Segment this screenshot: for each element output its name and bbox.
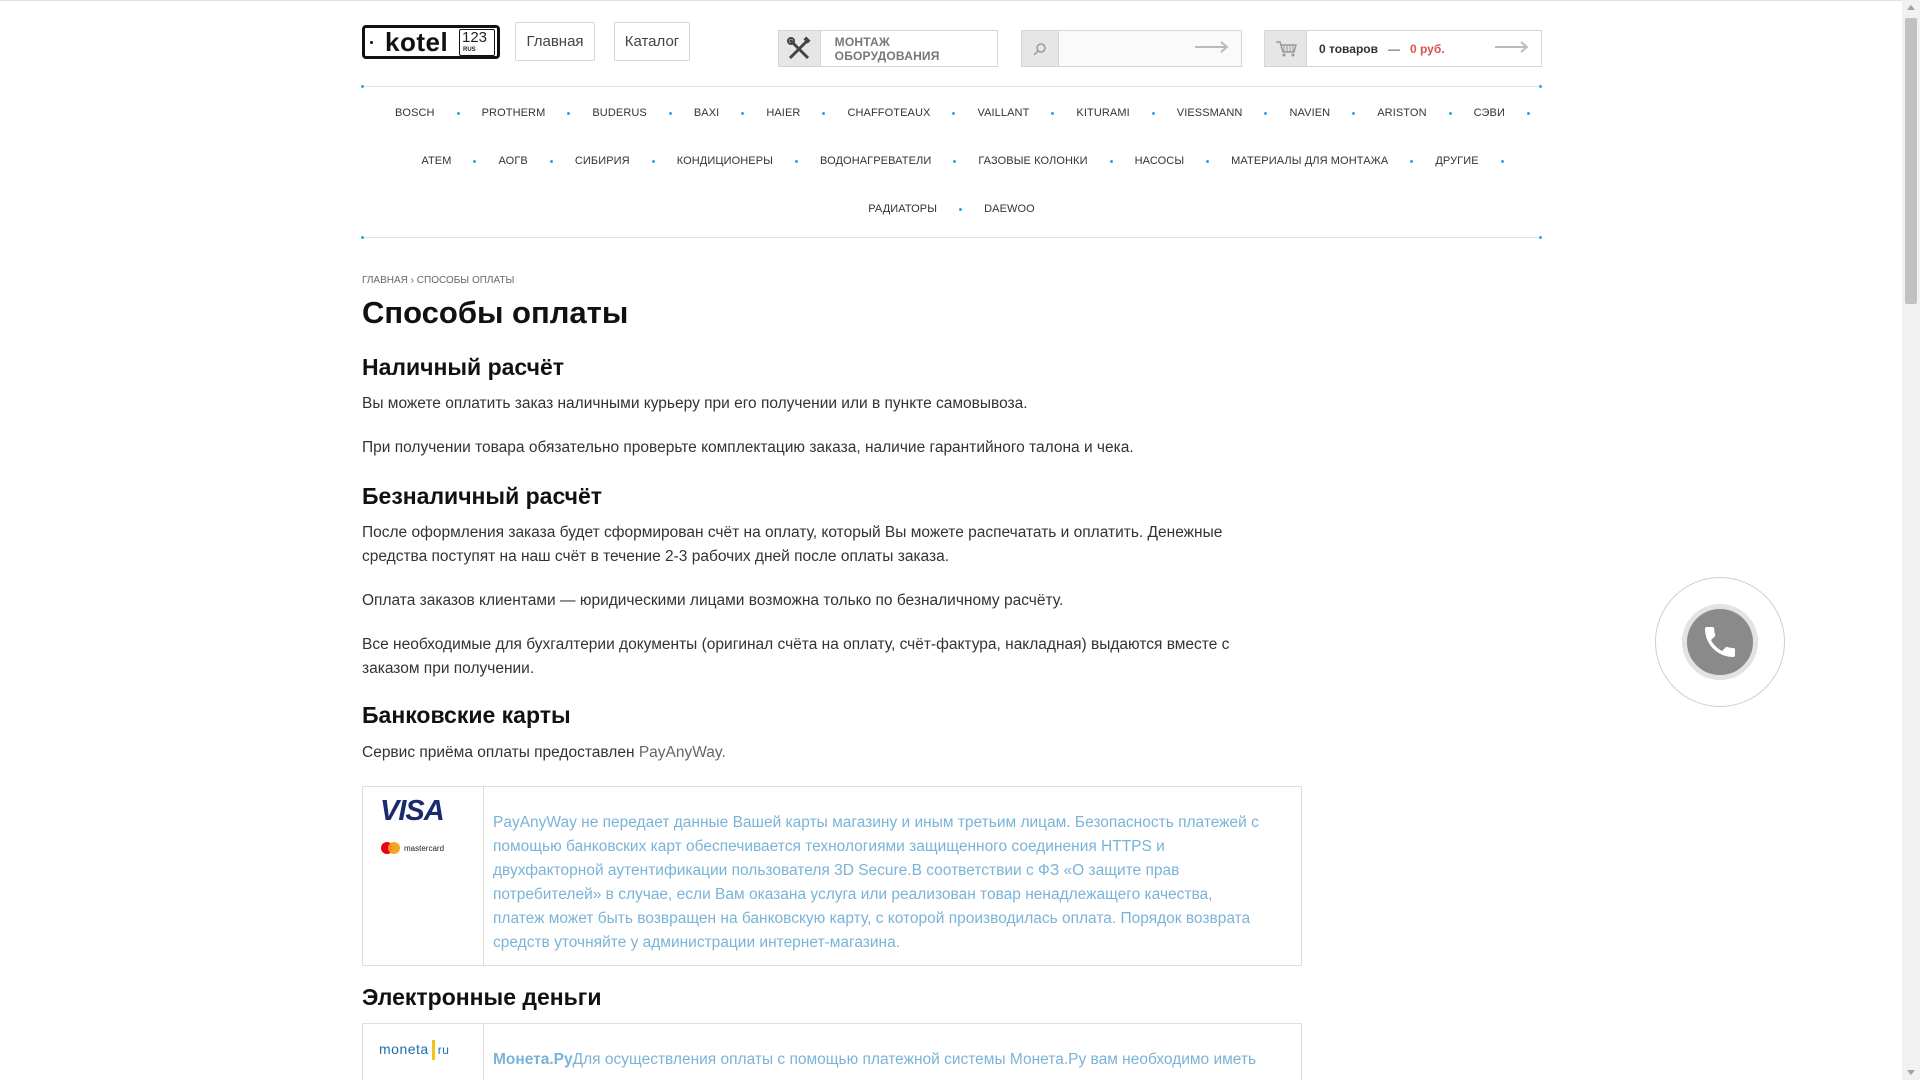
cash-paragraph-2: При получении товара обязательно проверьте комплектацию заказа, наличие гарантийного талона и чека. [362,439,1134,456]
cashless-heading: Безналичный расчёт [362,483,603,509]
brand-link[interactable]: СЭВИ [1473,107,1505,119]
logo-dot [370,41,373,44]
brand-link[interactable]: PROTHERM [481,107,546,119]
breadcrumb-home[interactable]: ГЛАВНАЯ [362,275,408,286]
nav-corner-dot [361,85,364,88]
brand-link[interactable]: ВОДОНАГРЕВАТЕЛИ [820,155,932,167]
home-button[interactable]: Главная [515,22,595,61]
cash-heading: Наличный расчёт [362,354,565,380]
cart-box[interactable] [1264,30,1542,67]
brand-link[interactable]: МАТЕРИАЛЫ ДЛЯ МОНТАЖА [1231,155,1389,167]
brand-link[interactable]: BAXI [693,107,720,119]
brand-link[interactable]: BOSCH [394,107,435,119]
brand-link[interactable]: HAIER [766,107,801,119]
brand-menu-row-1 [362,107,1541,119]
payanyway-link[interactable]: PayAnyWay. [638,744,726,761]
catalog-button[interactable]: Каталог [614,22,690,61]
brand-link[interactable]: DAEWOO [984,203,1035,215]
callback-inner [1682,604,1758,680]
card-payment-line: помощью банковских карт обеспечивается технологиями защищенного соединения HTTPS и [493,838,1165,855]
moneta-logo-bar [432,1040,435,1060]
cards-intro [362,741,1302,765]
brand-separator-dot [1501,160,1504,163]
cash-paragraph-1: Вы можете оплатить заказ наличными курьеру при его получении или в пункте самовывоза. [362,395,1028,412]
brand-link[interactable]: VAILLANT [977,107,1030,119]
emoney-payment-box [362,1023,1302,1080]
emoney-section [362,984,1302,1011]
installation-button[interactable] [778,30,998,67]
breadcrumb-current: СПОСОБЫ ОПЛАТЫ [416,275,515,286]
tools-icon [779,31,821,66]
cashless-paragraph-3b: заказом при получении. [362,660,535,677]
card-payment-line: двухфакторной аутентификации пользователя 3D Secure.В соответствии с ФЗ «О защите прав [493,862,1180,879]
mastercard-logo [381,842,444,854]
card-payment-box [362,786,1302,966]
brand-link[interactable]: NAVIEN [1289,107,1331,119]
mastercard-circle-orange [388,842,400,854]
brand-link[interactable]: BUDERUS [592,107,647,119]
visa-logo [380,795,444,828]
page-scrollbar[interactable] [1902,0,1920,1080]
cart-count: 0 товаров [1319,41,1378,56]
brand-link[interactable]: ДРУГИЕ [1435,155,1479,167]
emoney-heading: Электронные деньги [362,984,602,1010]
scroll-down-icon[interactable] [1907,1070,1915,1075]
moneta-logo [379,1040,449,1060]
visa-logo-text: VISA [380,795,444,827]
card-logos [363,787,484,965]
card-payment-line: платеж может быть возвращен на банковскую карту, с которой производилась оплата. Порядок возврата [493,910,1251,927]
breadcrumb-separator: › [410,275,414,286]
search-submit-arrow-icon[interactable] [1195,40,1229,59]
cards-heading: Банковские карты [362,702,571,728]
scroll-up-icon[interactable] [1907,5,1915,10]
card-payment-line: потребителей» в случае, если Вам оказана услуга или реализован товар ненадлежащего качества, [493,886,1213,903]
site-logo[interactable] [362,25,500,59]
brand-link[interactable]: ARISTON [1377,107,1427,119]
callback-button[interactable] [1655,577,1785,707]
cashless-paragraph-2: Оплата заказов клиентами — юридическими лицами возможна только по безналичному расчёту. [362,592,1064,609]
brand-link[interactable]: КОНДИЦИОНЕРЫ [676,155,773,167]
moneta-brand: Монета.Ру [493,1051,573,1068]
brand-link[interactable]: VIESSMANN [1176,107,1243,119]
brand-menu [362,86,1541,238]
logo-word: kotel [385,27,449,57]
brand-separator-dot [1527,112,1530,115]
search-box [1021,30,1242,67]
cart-icon [1265,31,1307,66]
breadcrumb [362,275,514,286]
card-payment-text [484,787,1301,965]
emoney-payment-text [484,1024,1301,1080]
brand-link[interactable]: CHAFFOTEAUX [847,107,931,119]
nav-corner-dot [361,236,364,239]
cashless-section [362,483,1302,510]
brand-link[interactable]: ГАЗОВЫЕ КОЛОНКИ [978,155,1088,167]
card-payment-line: PayAnyWay не передает данные Вашей карты магазину и иным третьим лицам. Безопасность платежей с [493,814,1259,831]
brand-link[interactable]: НАСОСЫ [1134,155,1185,167]
logo-sub: RUS [463,47,476,53]
card-payment-line: средств уточняйте у администрации интернет-магазина. [493,934,901,951]
brand-menu-row-3 [362,203,1541,215]
search-icon[interactable] [1022,31,1059,66]
scrollbar-thumb[interactable] [1905,18,1917,304]
cashless-paragraph-1b: средства поступят на наш счёт в течение 2-3 рабочих дней после оплаты заказа. [362,548,950,565]
moneta-logo-cell [363,1024,484,1080]
top-border [0,0,1902,1]
brand-menu-row-2 [362,155,1541,167]
cart-separator: — [1388,41,1400,56]
nav-corner-dot [1539,85,1542,88]
brand-link[interactable]: KITURAMI [1076,107,1130,119]
logo-number-box [459,29,495,56]
nav-corner-dot [1539,236,1542,239]
installation-label: МОНТАЖ ОБОРУДОВАНИЯ [834,34,940,63]
cart-arrow-icon[interactable] [1495,40,1529,59]
brand-link[interactable]: ATEM [421,155,452,167]
phone-icon [1700,622,1740,662]
cards-section [362,702,1302,729]
emoney-line-1: Для осуществления оплаты с помощью платежной системы Монета.Ру вам необходимо иметь [572,1051,1257,1068]
brand-link[interactable]: СИБИРИЯ [574,155,630,167]
cards-intro-text: Сервис приёма оплаты предоставлен [362,744,635,761]
cashless-paragraph-3a: Все необходимые для бухгалтерии документы (оригинал счёта на оплату, счёт-фактура, накладная) выдаются вместе с [362,636,1230,653]
cart-price: 0 руб. [1410,41,1445,56]
cashless-paragraph-1a: После оформления заказа будет сформирован счёт на оплату, который Вы можете распечатать и оплатить. Денежные [362,524,1223,541]
brand-link[interactable]: АОГВ [498,155,528,167]
page-title: Способы оплаты [362,295,629,330]
logo-number: 123 [462,29,488,46]
cash-section [362,354,1302,381]
moneta-logo-right: ru [437,1043,450,1057]
moneta-logo-left: moneta [379,1041,429,1057]
mastercard-logo-text: mastercard [404,843,445,853]
brand-link[interactable]: РАДИАТОРЫ [868,203,938,215]
